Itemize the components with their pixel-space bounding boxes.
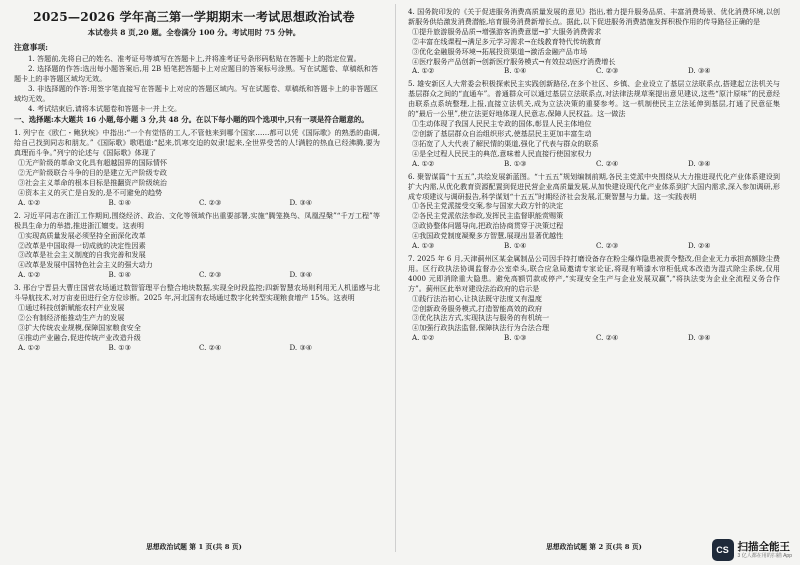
question-option: ④推动产业融合,促进传统产业改造升级 xyxy=(18,332,141,342)
choice-d: D. ③④ xyxy=(289,270,313,280)
choice-a: A. ①② xyxy=(18,270,41,280)
column-divider xyxy=(395,4,396,552)
question-option: ②创新政务服务模式,打造智能高效的政府 xyxy=(412,303,542,313)
choice-d: D. ②④ xyxy=(688,241,711,251)
choice-d: D. ③④ xyxy=(289,197,313,207)
question-option: ②各民主党派依法参政,发挥民主监督职能赏赐策 xyxy=(412,211,564,221)
question-option: ④加强行政执法监督,保障执法行为合法合理 xyxy=(412,323,550,333)
watermark-app-name: 扫描全能王 xyxy=(737,541,791,553)
page-1-column xyxy=(0,0,388,565)
question-option: ②丰富在线课程→满足多元学习需求→在线教育特代传统教育 xyxy=(412,36,602,46)
question-option: ①实现高质量发展必须坚持全面深化改革 xyxy=(18,230,146,240)
question-option: ④我国政党制度凝聚多方智慧,展现出显著优越性 xyxy=(412,231,564,241)
choice-b: B. ①③ xyxy=(108,342,131,352)
question-option: ②改革是中国取得一切成就的决定性因素 xyxy=(18,240,146,250)
exam-title: 2025—2026 学年高三第一学期期末一考试思想政治试卷 xyxy=(33,10,355,24)
question-stem: 7. 2025 年 6 月,天津蓟州区某金属制品公司因手持打磨设备存在粉尘爆炸隐患被责令整改,但企业无力承担高额除尘费用。区行政执法协调监督办公室牵头,联合应急局邀请专家论证,将现有喷漆水帘柜低成本改造为湿式除尘系统,仅用 4000 元即消除重大隐患。避免高额罚款或停产,“实现安全生产与企业发展双赢”,“将执法变为企业全流程义务合作方”。蓟州区此举对建设法治政府的启示是 xyxy=(408,254,780,293)
choice-b: B. ①④ xyxy=(504,66,527,76)
question-option: ④医疗服务产品创新→创新医疗服务模式→有效拉动医疗消费增长 xyxy=(412,56,616,66)
choice-a: A. ①② xyxy=(18,197,41,207)
choice-d: D. ③④ xyxy=(289,342,313,352)
question-stem: 1. 列宁在《欧仁・鲍狄埃》中指出:“一个有觉悟的工人,不管他来到哪个国家……都可以凭《国际歌》的熟悉的曲调,给自己找到同志和朋友。”《国际歌》歌唱道:“起来,饥寒交迫的奴隶!起来,全世界受苦的人!满腔的热血已经沸腾,要为真理而斗争。”列宁的论述与《国际歌》体现了 xyxy=(14,128,380,158)
question-7 xyxy=(400,254,788,343)
choice-b: B. ①④ xyxy=(108,197,131,207)
question-option: ③优化执法方式,实现执法与服务的有机统一 xyxy=(412,313,550,323)
answer-choices xyxy=(18,270,380,280)
choice-a: A. ①② xyxy=(412,158,435,168)
question-option: ③优化金融服务环境→拓展投资渠道→激活金融产品市场 xyxy=(412,46,588,56)
answer-choices xyxy=(412,66,780,76)
question-option: ②创新了基层群众自治组织形式,使基层民主更加丰富生动 xyxy=(412,128,592,138)
question-option: ④是全过程人民民主的典范,意味着人民直接行使国家权力 xyxy=(412,148,592,158)
question-stem: 3. 邢台宁晋县大曹庄国营农场通过数智管理平台整合地块数据,实现全时段监控;四新智慧农场则利用无人机遥感与北斗导航技术,对万亩麦田进行全方位诊断。2025 年,河北国有农场通过数字化转型实现粮食增产 15%。这表明 xyxy=(14,283,380,303)
choice-a: A. ①② xyxy=(18,342,41,352)
choice-a: A. ①② xyxy=(412,66,435,76)
choice-b: B. ①④ xyxy=(504,241,527,251)
page-2-column xyxy=(400,0,788,565)
camscanner-logo-icon: CS xyxy=(712,539,734,561)
choice-d: D. ③④ xyxy=(688,66,711,76)
question-stem: 4. 国务院印发的《关于促进服务消费高质量发展的意见》指出,着力提升服务品质、丰富消费场景、优化消费环境,以创新服务供给激发消费潜能,培育服务消费新增长点。据此,以下促进服务消费措施发挥积极作用的传导路径正确的是 xyxy=(408,7,780,26)
choice-c: C. ②③ xyxy=(596,241,619,251)
question-option: ③政协整体问题导向,把政治协商贯穿于决策过程 xyxy=(412,221,564,231)
choice-c: C. ②③ xyxy=(199,270,222,280)
question-option: ②公有制经济能推动生产力的发展 xyxy=(18,312,125,322)
choice-c: C. ②③ xyxy=(199,197,222,207)
choice-d: D. ③④ xyxy=(688,158,711,168)
choice-c: C. ②③ xyxy=(596,66,619,76)
choice-a: A. ①② xyxy=(412,333,435,343)
scanner-watermark xyxy=(712,539,792,561)
page-footer: 思想政治试题 第 2 页(共 8 页) xyxy=(546,543,642,551)
note-item: 1. 答题前,先将自己的姓名、准考证号等填写在答题卡上,并将准考证号条形码粘贴在答题卡上的指定位置。 xyxy=(28,54,361,63)
choice-c: C. ②④ xyxy=(596,158,619,168)
question-option: ①通过科技创新赋能农村产业发展 xyxy=(18,303,125,313)
question-5 xyxy=(400,79,788,168)
question-2 xyxy=(0,211,388,280)
note-item: 4. 考试结束后,请将本试题卷和答题卡一并上交。 xyxy=(28,103,182,113)
choice-c: C. ②④ xyxy=(596,333,619,343)
question-option: ②无产阶级联合斗争的目的是建立无产阶级专政 xyxy=(18,168,167,178)
note-item: 2. 选择题的作答:选出每小题答案后,用 2B 铅笔把答题卡上对应题目的答案标号涂黑。写在试题卷、草稿纸和答题卡上的非答题区域均无效。 xyxy=(14,63,378,83)
question-option: ①提升旅游服务品质→增强游客消费意愿→扩大服务消费需求 xyxy=(412,26,602,36)
watermark-tagline: 3 亿人都在用的扫描 App xyxy=(737,553,792,559)
answer-choices xyxy=(412,159,780,169)
question-option: ③拓宽了人大代表了解民情的渠道,强化了代表与群众的联系 xyxy=(412,138,599,148)
question-6 xyxy=(400,172,788,251)
watermark-text xyxy=(738,541,792,559)
question-option: ①践行法治初心,让执法既守法度又有温度 xyxy=(412,293,542,303)
question-option: ③改革是社会主义制度的自我完善和发展 xyxy=(18,250,146,260)
choice-a: A. ①③ xyxy=(412,241,435,251)
answer-choices xyxy=(412,333,780,343)
question-stem: 5. 雄安新区人大常委会积极探索民主实践创新路径,在多个社区、乡镇、企业设立了基层立法联系点,搭建起立法机关与基层群众之间的“直通车”。普通群众可以通过基层立法联系点,对法律法规草案提出意见建议,这些“原汁原味”的民意经由联系点系统整理,上报,直接立法机关,成为立法决策的重要参考。这一机制使民主立法延伸到基层,打通了民意征集的“最后一公里”,使立法更好地体现人民意志,保障人民权益。这一做法 xyxy=(408,79,780,119)
answer-choices xyxy=(412,241,780,251)
question-3 xyxy=(0,283,388,352)
question-stem: 2. 习近平同志在浙江工作期间,围绕经济、政治、文化等领域作出重要部署,实施“腾笼换鸟、凤凰涅槃”“千万工程”等极具生命力的举措,推进浙江嬗变。这表明 xyxy=(14,210,380,230)
notes-heading: 注意事项: xyxy=(14,43,49,52)
question-stem: 6. 聚智谋篇“十五五”,共绘发展新蓝图。“十五五”规划编制前期,各民主党派中央围绕从大力推进现代化产业体系建设到扩大内需,从优化教育资源配置到促进民营企业高质量发展,从加快建设现代化产业体系到扩大国内需求,深入参加调研,形成专项建议与调研报告,科学谋划“十五五”时期经济社会发展,汇聚智慧与力量。这一实践表明 xyxy=(408,171,780,201)
answer-choices xyxy=(18,343,380,353)
question-4 xyxy=(400,7,788,76)
choice-b: B. ①④ xyxy=(108,270,131,280)
note-item: 3. 非选择题的作答:用签字笔直接写在答题卡上对应的答题区域内。写在试题卷、草稿纸和答题卡上的非答题区域均无效。 xyxy=(14,83,378,103)
question-1 xyxy=(0,128,388,207)
page-footer: 思想政治试题 第 1 页(共 8 页) xyxy=(146,543,242,551)
exam-subtitle: 本试卷共 8 页,20 题。全卷满分 100 分。考试用时 75 分钟。 xyxy=(87,28,301,37)
question-option: ③社会主义革命的根本目标是推翻资产阶级统治 xyxy=(18,177,167,187)
choice-b: B. ①③ xyxy=(504,158,527,168)
choice-b: B. ①③ xyxy=(504,333,527,343)
question-option: ①生动体现了我国人民民主专政的国体,彰显人民主体地位 xyxy=(412,119,592,129)
question-option: ①各民主党派接受交案,参与国家大政方针的决定 xyxy=(412,201,564,211)
choice-c: C. ②④ xyxy=(199,342,222,352)
answer-choices xyxy=(18,198,380,208)
choice-d: D. ③④ xyxy=(688,333,711,343)
section-heading: 一、选择题:本大题共 16 小题,每小题 3 分,共 48 分。在以下每小题的四个选项中,只有一项是符合题意的。 xyxy=(14,115,369,125)
question-option: ④资本主义的灭亡是自发的,是不可避免的趋势 xyxy=(18,187,163,197)
question-option: ①无产阶级的革命文化具有超越国界的国际情怀 xyxy=(18,158,167,168)
question-option: ④改革是发展中国特色社会主义的强大动力 xyxy=(18,260,153,270)
question-option: ③扩大传统农业规模,保障国家粮食安全 xyxy=(18,322,141,332)
